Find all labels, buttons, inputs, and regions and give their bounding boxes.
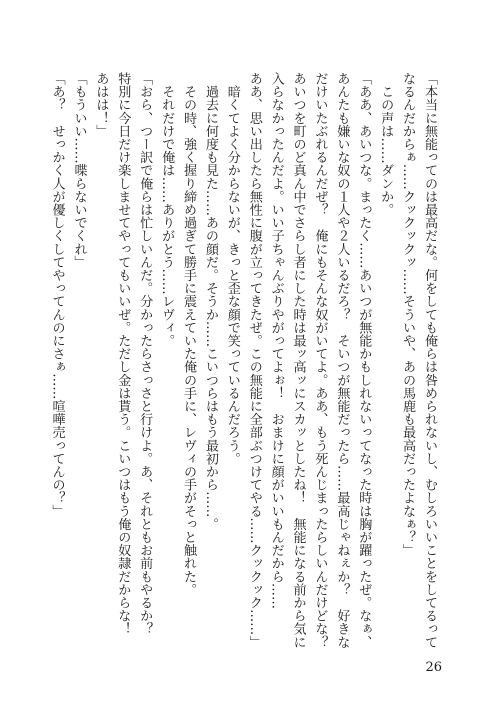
text-line-10: 暗くてよく分からないが、きっと歪な顔で笑っているんだろう。: [224, 72, 240, 465]
text-line-1: 「本当に無能ってのは最高だな。何をしても俺らは咎められないし、むしろいいことをしてるって: [422, 72, 437, 649]
text-line-3: この声は……ダンか。: [378, 72, 394, 217]
text-line-14: 「おら、つー訳で俺らは忙しいんだ。分かったらさっさと行けよ。あ、それともお前もやるか？: [137, 72, 153, 636]
text-line-2: なるんだからぁ……クックックッ……そういや、あの馬鹿も最高だったよなぁ？」: [400, 72, 416, 557]
text-line-4: 「ああ、あいつな。まったく……あいつが無能かもしれないってなった時は胸が躍ったぜ。なぁ、: [356, 72, 372, 649]
text-line-12: その時、強く握り締め過ぎて勝手に震えていた俺の手に、レヴィの手がそっと触れた。: [181, 72, 197, 596]
text-line-17: 「もういい……喋らないでくれ」: [71, 72, 87, 269]
text-line-6: だけいたぶれるんだぜ？ 俺にもそんな奴がいてよ。ああ、もう死んじまったらしいんだけどな？: [312, 72, 328, 649]
text-line-13: それだけで俺は……ありがとう……レヴィ。: [159, 72, 175, 348]
text-line-18: 「あ？ せっかく人が優しくしてやってんのにさぁ……喧嘩売ってんの？」: [49, 72, 65, 518]
text-line-15: 特別に今日だけ楽しませてやってもいいぜ。ただし金は貰う。こいつはもう俺の奴隷だからな！: [115, 72, 131, 636]
text-line-8: 入らなかったんだよ。いい子ちゃんぶりやがってよぉ！ おまけに顔がいいもんだから……: [268, 72, 284, 610]
text-line-7: あいつを町のど真ん中でさらし者にした時は最ッ高ッにスカッとしたね！ 無能になる前から気に: [290, 72, 306, 649]
text-line-5: あんたも嫌いな奴の１人や２人いるだろ？ そいつが無能だったら……最高じゃねぇか？ 好きな: [334, 72, 350, 649]
vertical-text-block: [20, 72, 440, 649]
text-line-16: あはは！」: [93, 72, 109, 138]
text-line-11: 過去に何度も見た……あの顔だ。そうか……こいつらはもう最初から……。: [202, 72, 218, 531]
text-line-9: ああ、思い出したら無性に腹が立ってきたぜ。この無能に全部ぶつけてやる……クックック……」: [246, 72, 262, 649]
page-number: 26: [425, 660, 442, 675]
